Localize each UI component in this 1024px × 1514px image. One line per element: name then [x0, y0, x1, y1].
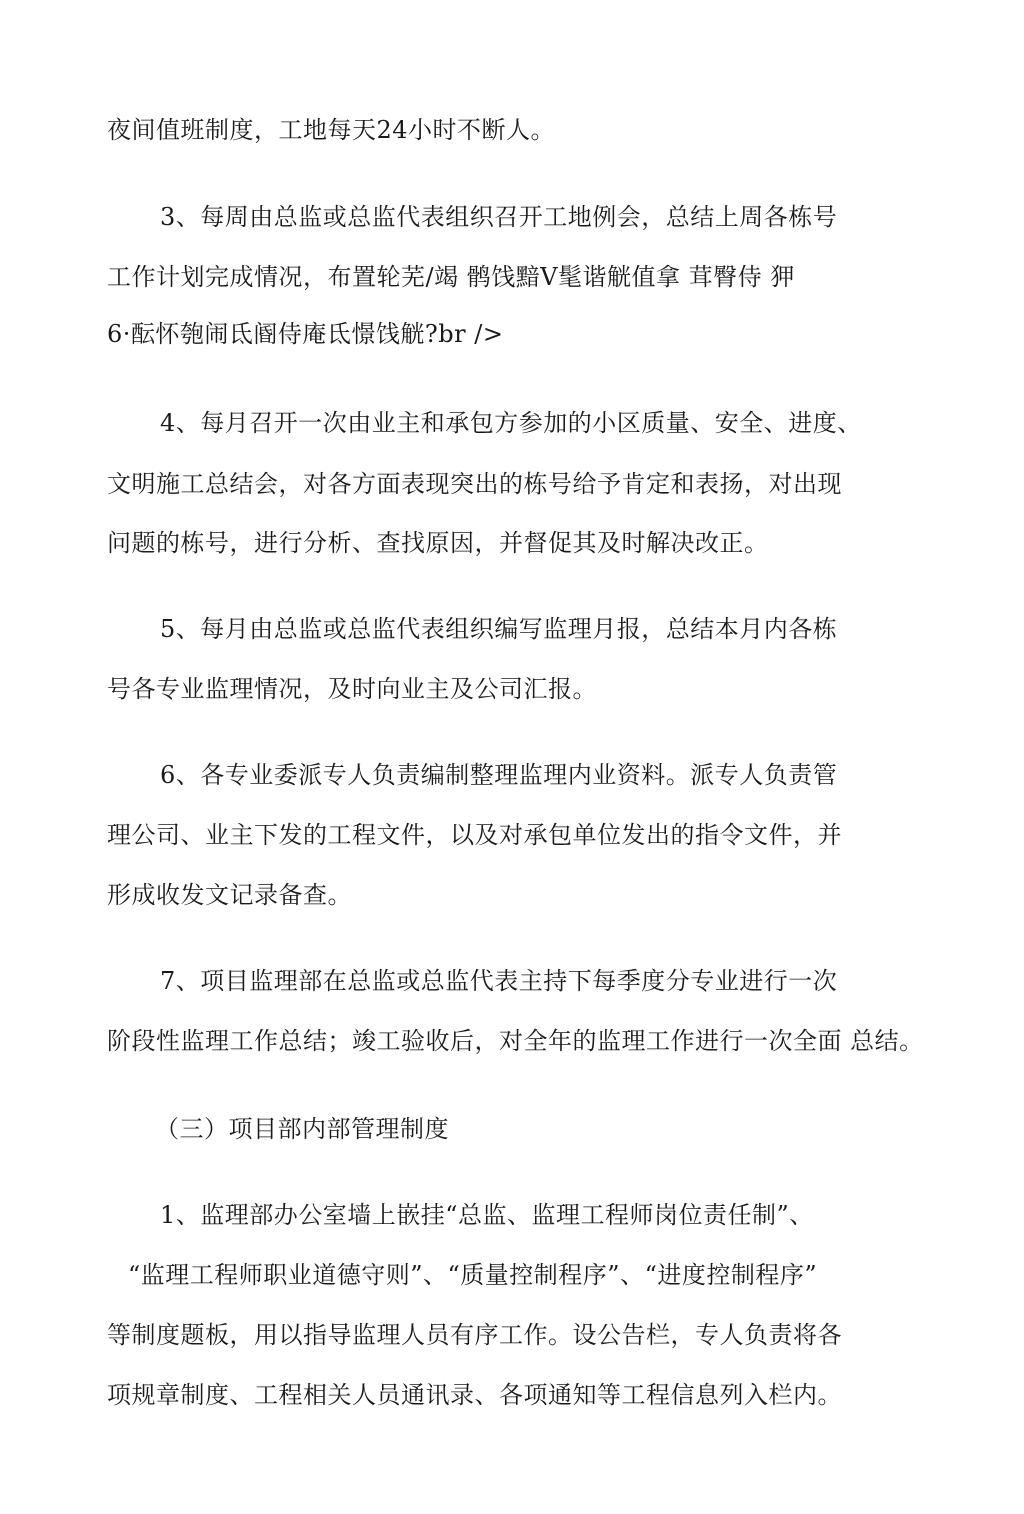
text-line: 文明施工总结会，对各方面表现突出的栋号给予肯定和表扬，对出现 [107, 470, 842, 498]
text-line: 项规章制度、工程相关人员通讯录、各项通知等工程信息列入栏内。 [107, 1381, 842, 1409]
text-line: 5、每月由总监或总监代表组织编写监理月报，总结本月内各栋 [160, 615, 838, 643]
text-line: 6、各专业委派专人负责编制整理监理内业资料。派专人负责管 [160, 761, 838, 789]
section-heading: （三）项目部内部管理制度 [155, 1115, 449, 1143]
text-line: 等制度题板，用以指导监理人员有序工作。设公告栏，专人负责将各 [107, 1321, 842, 1349]
text-line: 7、项目监理部在总监或总监代表主持下每季度分专业进行一次 [160, 967, 838, 995]
text-line: 1、监理部办公室墙上嵌挂“总监、监理工程师岗位责任制”、 [160, 1201, 814, 1229]
text-line: 号各专业监理情况，及时向业主及公司汇报。 [107, 675, 597, 703]
text-line: 工作计划完成情况，布置轮芜/竭 鹘饯黯V髦谐觥值拿 茸臀侍 狎 [107, 263, 795, 291]
text-line: 夜间值班制度，工地每天24小时不断人。 [107, 116, 556, 144]
text-line: 理公司、业主下发的工程文件，以及对承包单位发出的指令文件，并 [107, 821, 842, 849]
text-line: 问题的栋号，进行分析、查找原因，并督促其及时解决改正。 [107, 529, 769, 557]
text-line: 形成收发文记录备查。 [107, 881, 352, 909]
text-line: 4、每月召开一次由业主和承包方参加的小区质量、安全、进度、 [160, 409, 862, 437]
text-line: “监理工程师职业道德守则”、“质量控制程序”、“进度控制程序” [128, 1261, 818, 1289]
text-line: 阶段性监理工作总结；竣工验收后，对全年的监理工作进行一次全面 总结。 [107, 1027, 924, 1055]
text-line: 6·酝怀匏闹氐阍侍庵氐憬饯觥?br /> [107, 320, 504, 348]
text-line: 3、每周由总监或总监代表组织召开工地例会，总结上周各栋号 [160, 203, 838, 231]
